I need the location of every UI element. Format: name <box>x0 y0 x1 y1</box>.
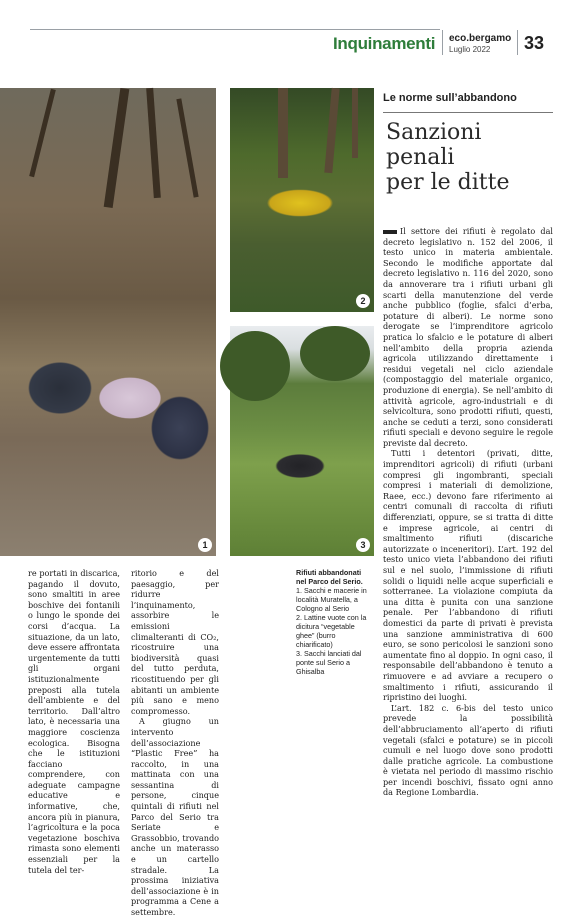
caption-item: 2. Lattine vuote con la dicitura “vegetable ghee” (burro chiarificato) <box>296 613 367 649</box>
caption-title: Rifiuti abbandonati nel Parco del Serio. <box>296 568 363 586</box>
page-header <box>0 0 580 62</box>
photo-number-badge: 2 <box>356 294 370 308</box>
section-title: Inquinamenti <box>333 34 436 53</box>
photo-waste-muratella <box>0 88 216 556</box>
column-paragraph: A giugno un intervento dell’associazione “Plastic Free” ha raccolto, in una mattinata con una sessantina di persone, cinque quintali di rifiuti nel Parco del Serio tra Seriate e Grassobbio, trovando anche un materasso e un cartello stradale. La prossima iniziativa dell’associazione è in programma a Cene a settembre. <box>131 716 219 917</box>
magazine-brand: eco.bergamo <box>449 33 512 44</box>
caption-item: 1. Sacchi e macerie in località Muratella, a Cologno al Serio <box>296 586 367 613</box>
sidebar-body <box>383 226 553 798</box>
header-rule <box>30 29 440 30</box>
photo-number-badge: 3 <box>356 538 370 552</box>
sidebar-paragraph <box>383 226 553 448</box>
page-number: 33 <box>524 33 545 53</box>
header-divider <box>442 30 443 55</box>
headline-line: penali <box>386 145 455 170</box>
sidebar-paragraph: Tutti i detentori (privati, ditte, imprenditori agricoli) di rifiuti (urbani compresi gli ingombranti, speciali compresi i materiali di demolizione, Raee, ecc.) devono fare riferimento ai centri comunali di raccolta di rifiuti differenziati, oppure, se si tratta di ditte e imprese agricole, ai centri di smaltimento rifiuti (discariche autorizzate o inceneritori). L’art. 192 del testo unico vieta l’abbandono dei rifiuti sul e nel suolo, l’immissione di rifiuti solidi o liquidi nelle acque superficiali e sotterranee. La violazione compiuta da una ditta è punita con una sanzione penale. Per l’abbandono di rifiuti domestici da parte di privati è prevista una sanzione amministrativa di 600 euro, se sono pericolosi le sanzioni sono aumentate fino al doppio. In ogni caso, il responsabile dell’abbandono è tenuto a rimuovere e ad avviare a recupero o smaltimento i rifiuti, assicurando il ripristino dei luoghi. <box>383 448 553 703</box>
kicker-rule <box>383 112 553 113</box>
article-column-2 <box>131 568 219 918</box>
photo-bags-ghisalba <box>230 326 374 556</box>
lead-marker <box>383 230 397 234</box>
article-column-1 <box>28 568 120 875</box>
column-paragraph: re portati in discarica, pagando il dovuto, sono smaltiti in aree boschive dei fontanili o lungo le sponde dei corsi d’acqua. La situazione, da un lato, deve essere affrontata urgentemente da tutti gli organi istituzionalmente preposti alla tutela dell’ambiente e del territorio. Dall’altro lato, è necessaria una maggiore coscienza ecologica. Bisogna che le istituzioni facciano comprendere, con adeguate campagne educative e informative, che, ancora più in pianura, l’agricoltura e la poca vegetazione boschiva rimasta sono elementi essenziali per la tutela del ter- <box>28 568 120 875</box>
paragraph-text: Il settore dei rifiuti è regolato dal decreto legislativo n. 152 del 2006, il testo unico in materia ambientale. Secondo le modifiche apportate dal decreto legislativo n. 116 del 2020, sono da annoverare tra i rifiuti urbani gli scarti della manutenzione del verde anche pubblico (foglie, sfalci d’erba, potature di alberi). Le norme sono derogate se l’imprenditore agricolo pratica lo sfalcio e le potature di alberi nell’ambito della propria azienda agricola utilizzando direttamente i residui vegetali nel ciclo aziendale (compostaggio del materiale organico, produzione di energia). Se nell’ambito di attività agricole, agro-industriali e di selvicoltura, sono prodotti rifiuti, questi, anche se ceduti a terzi, sono considerati rifiuti speciali e devono seguire le regole previste dal decreto. <box>383 226 553 448</box>
photo-caption <box>296 568 372 676</box>
sidebar-paragraph: L’art. 182 c. 6-bis del testo unico prevede la possibilità dell’abbruciamento all’aperto di rifiuti vegetali (sfalci e potature) se in piccoli cumuli e nel luogo dove sono prodotti dalle pratiche agricole. La combustione è vietata nel periodo di massimo rischio per incendi boschivi, fissato ogni anno da Regione Lombardia. <box>383 702 553 798</box>
article-kicker: Le norme sull’abbandono <box>383 92 517 104</box>
column-paragraph: ritorio e del paesaggio, per ridurre l’inquinamento, assorbire le emissioni climalteranti di CO₂, ricostruire una biodiversità quasi del tutto perduta, ricostituendo per gli abitanti un ambiente più sano e meno compromesso. <box>131 568 219 716</box>
photo-empty-cans <box>230 88 374 312</box>
issue-date: Luglio 2022 <box>449 45 491 54</box>
headline-line: per le ditte <box>386 170 510 195</box>
caption-item: 3. Sacchi lanciati dal ponte sul Serio a Ghisalba <box>296 649 362 676</box>
header-divider <box>517 30 518 55</box>
photo-number-badge: 1 <box>198 538 212 552</box>
article-headline <box>386 120 556 195</box>
headline-line: Sanzioni <box>386 120 482 145</box>
